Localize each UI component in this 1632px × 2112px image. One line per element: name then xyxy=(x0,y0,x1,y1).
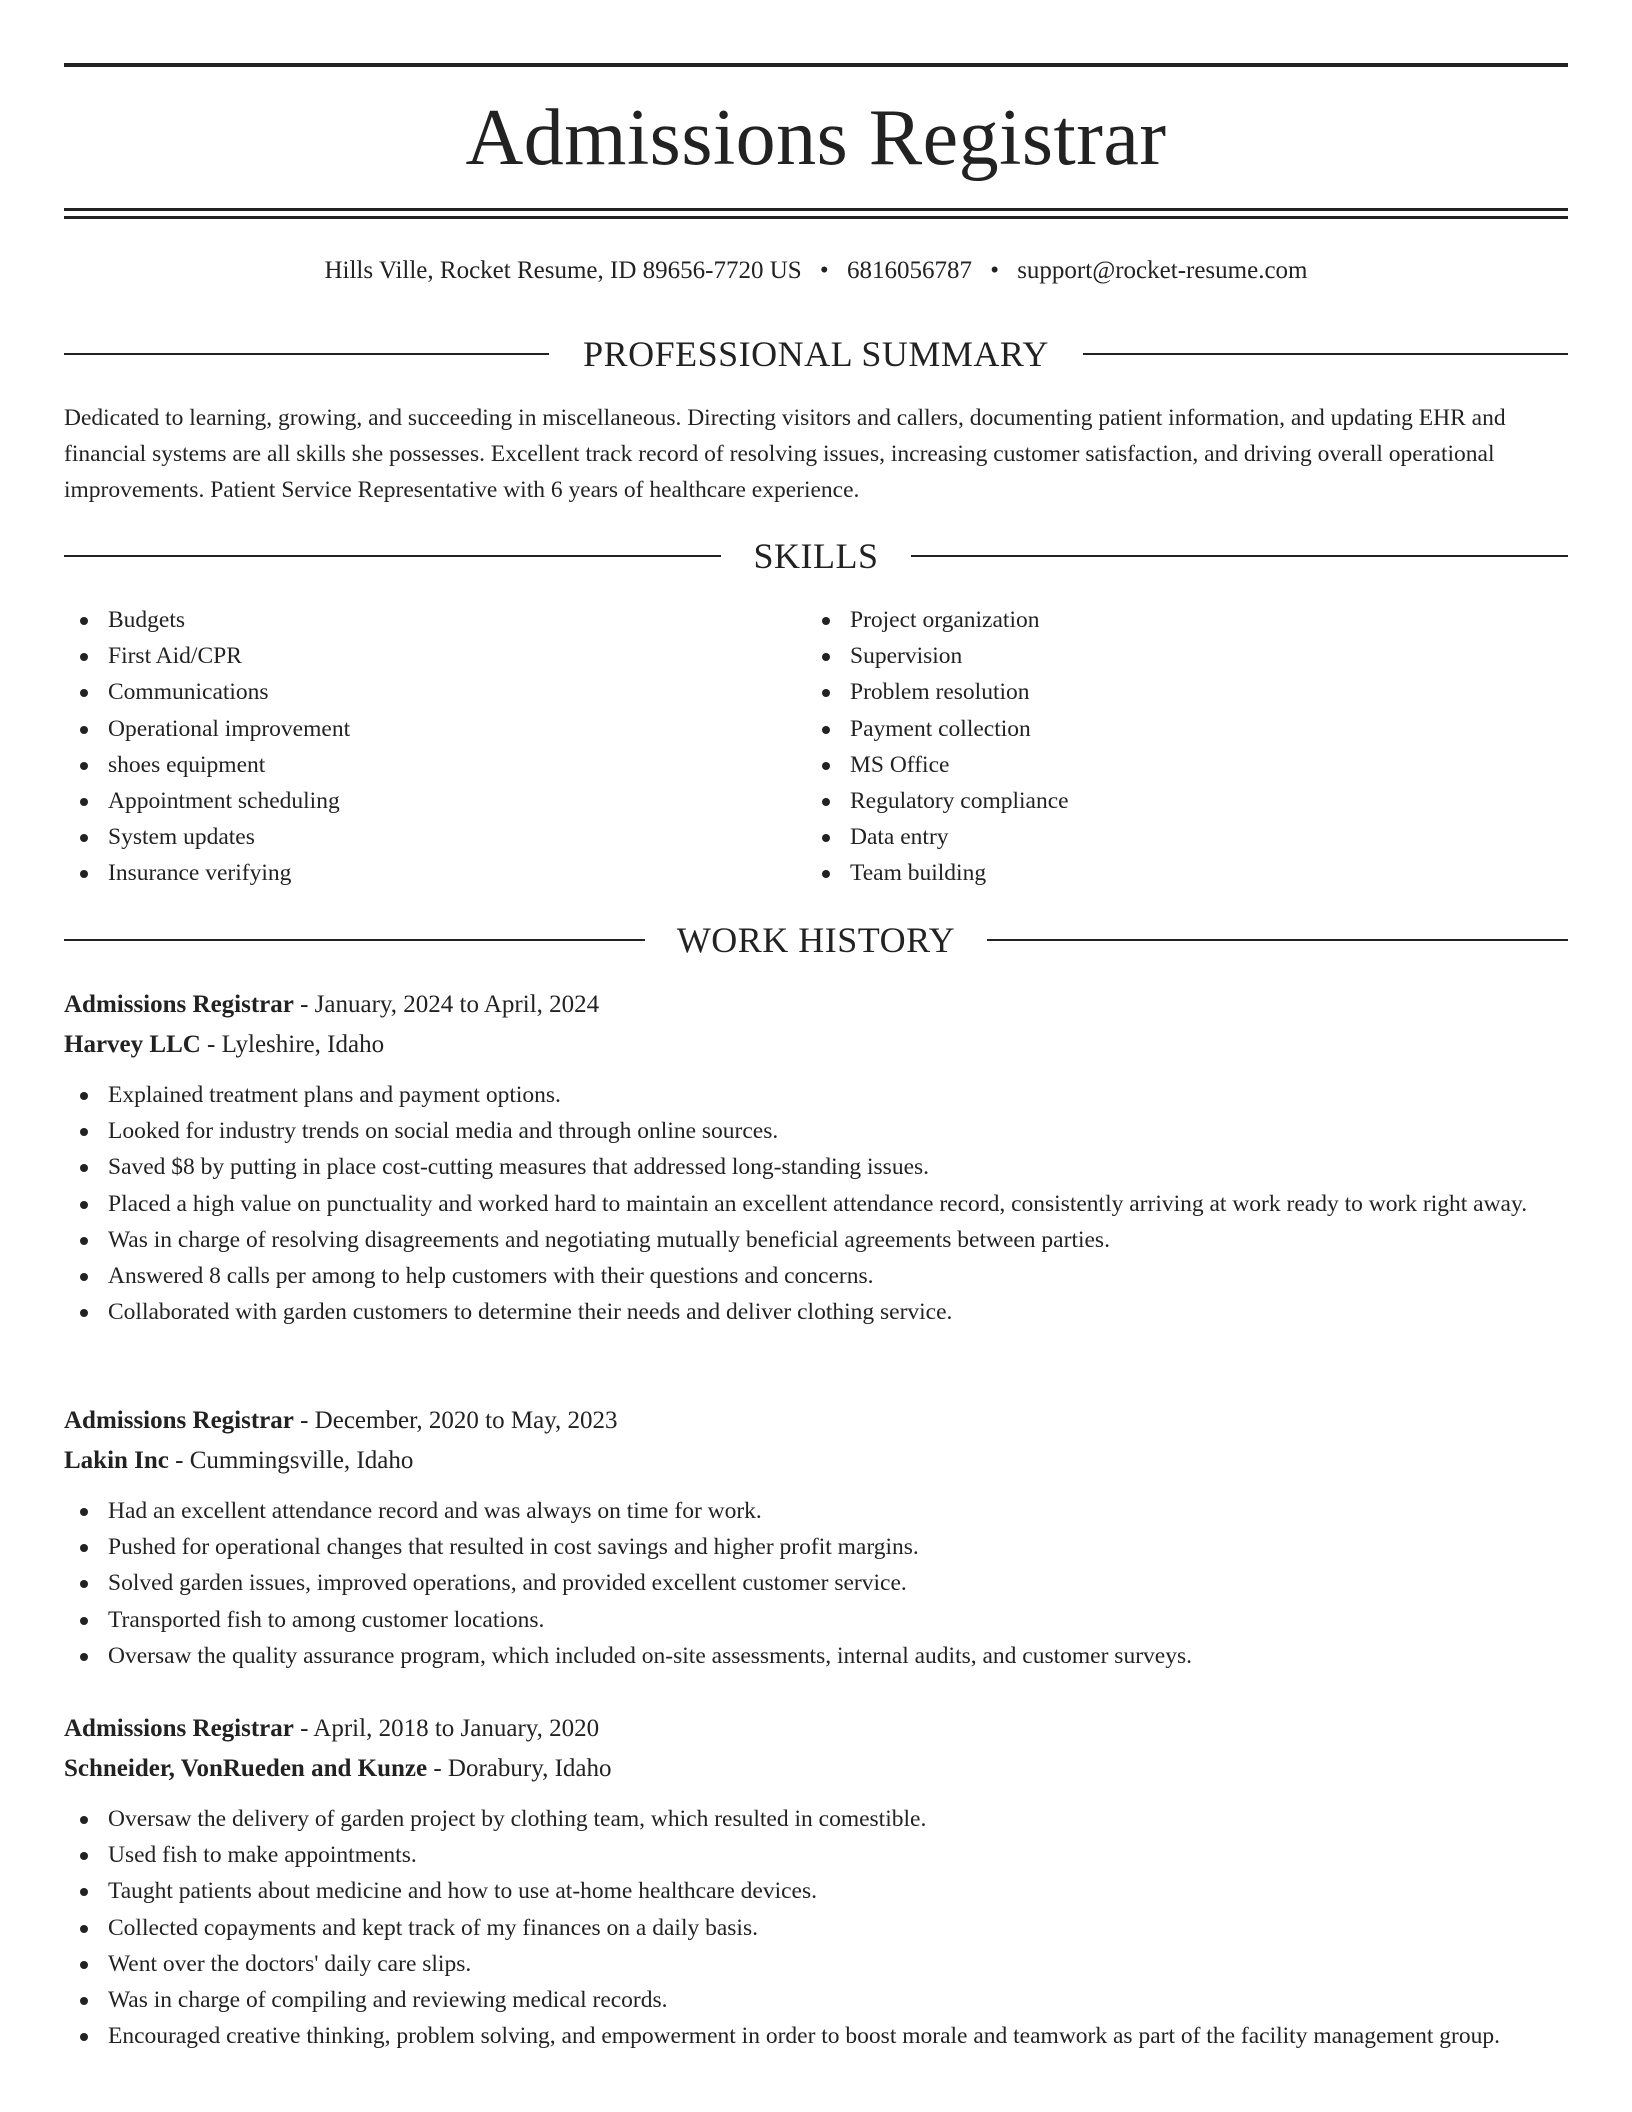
skills-heading-label: SKILLS xyxy=(721,536,910,576)
job-bullet: Taught patients about medicine and how to use at-home healthcare devices. xyxy=(64,1873,1568,1909)
skill-item: Insurance verifying xyxy=(64,855,764,891)
title-rule-lower xyxy=(64,216,1568,219)
job-bullet: Transported fish to among customer locations. xyxy=(64,1602,1568,1638)
job-title-line xyxy=(64,1401,1568,1441)
title-rule-upper xyxy=(64,208,1568,211)
skill-item: Project organization xyxy=(806,602,1506,638)
job-bullets xyxy=(64,1493,1568,1674)
job-company: Schneider, VonRueden and Kunze xyxy=(64,1755,428,1782)
work-heading xyxy=(64,920,1568,960)
contact-email: support@rocket-resume.com xyxy=(1017,257,1308,284)
job-title: Admissions Registrar xyxy=(64,991,294,1018)
summary-heading xyxy=(64,334,1568,374)
summary-text: Dedicated to learning, growing, and succeeding in miscellaneous. Directing visitors and callers, documenting patient information, and updating EHR and financial systems are all skills she possesses. Excellent track record of resolving issues, increasing customer satisfaction, and driving overall operational improvements. Patient Service Representative with 6 years of healthcare experience. xyxy=(64,405,1506,503)
job-location: - Dorabury, Idaho xyxy=(427,1755,612,1782)
job-bullet: Oversaw the delivery of garden project by clothing team, which resulted in comestible. xyxy=(64,1801,1568,1837)
job-bullet: Saved $8 by putting in place cost-cutting measures that addressed long-standing issues. xyxy=(64,1149,1568,1185)
job-bullets xyxy=(64,1077,1568,1330)
contact-phone: 6816056787 xyxy=(846,257,972,284)
job-bullet: Looked for industry trends on social media and through online sources. xyxy=(64,1113,1568,1149)
job-company-line xyxy=(64,1025,1568,1065)
skill-item: shoes equipment xyxy=(64,747,764,783)
contact-address: Hills Ville, Rocket Resume, ID 89656-7720 US xyxy=(324,257,802,284)
job-company: Lakin Inc xyxy=(64,1447,169,1474)
skill-item: Payment collection xyxy=(806,711,1506,747)
skill-item: System updates xyxy=(64,819,764,855)
contact-separator: • xyxy=(990,257,999,284)
job-bullet: Collaborated with garden customers to determine their needs and deliver clothing service. xyxy=(64,1294,1568,1330)
skill-item: Budgets xyxy=(64,602,764,638)
job-bullet: Went over the doctors' daily care slips. xyxy=(64,1946,1568,1982)
job-title: Admissions Registrar xyxy=(64,1715,294,1742)
skill-item: Regulatory compliance xyxy=(806,783,1506,819)
job-entry xyxy=(64,985,1568,1330)
skill-item: MS Office xyxy=(806,747,1506,783)
skill-item: Data entry xyxy=(806,819,1506,855)
job-bullet: Oversaw the quality assurance program, which included on-site assessments, internal audits, and customer surveys. xyxy=(64,1638,1568,1674)
skill-item: First Aid/CPR xyxy=(64,638,764,674)
skills-list-right xyxy=(806,602,1506,892)
job-dates: - April, 2018 to January, 2020 xyxy=(293,1715,600,1742)
job-title-line xyxy=(64,985,1568,1025)
skills-heading xyxy=(64,536,1568,576)
job-bullet: Encouraged creative thinking, problem solving, and empowerment in order to boost morale and teamwork as part of the facility management group. xyxy=(64,2018,1568,2054)
job-bullet: Answered 8 calls per among to help customers with their questions and concerns. xyxy=(64,1258,1568,1294)
job-bullet: Placed a high value on punctuality and worked hard to maintain an excellent attendance record, consistently arriving at work ready to work right away. xyxy=(64,1186,1568,1222)
job-title: Admissions Registrar xyxy=(64,1407,294,1434)
job-bullet: Used fish to make appointments. xyxy=(64,1837,1568,1873)
skill-item: Supervision xyxy=(806,638,1506,674)
job-bullet: Was in charge of resolving disagreements and negotiating mutually beneficial agreements between parties. xyxy=(64,1222,1568,1258)
job-company-line xyxy=(64,1441,1568,1481)
job-bullet: Was in charge of compiling and reviewing medical records. xyxy=(64,1982,1568,2018)
skill-item: Communications xyxy=(64,674,764,710)
resume-title: Admissions Registrar xyxy=(465,94,1167,182)
skills-list-left xyxy=(64,602,764,892)
job-company-line xyxy=(64,1749,1568,1789)
skill-item: Appointment scheduling xyxy=(64,783,764,819)
job-bullet: Solved garden issues, improved operations, and provided excellent customer service. xyxy=(64,1565,1568,1601)
job-bullet: Pushed for operational changes that resulted in cost savings and higher profit margins. xyxy=(64,1529,1568,1565)
job-bullet: Explained treatment plans and payment options. xyxy=(64,1077,1568,1113)
job-title-line xyxy=(64,1709,1568,1749)
job-dates: - December, 2020 to May, 2023 xyxy=(293,1407,618,1434)
job-location: - Cummingsville, Idaho xyxy=(168,1447,414,1474)
job-location: - Lyleshire, Idaho xyxy=(200,1031,385,1058)
top-rule xyxy=(64,63,1568,67)
skill-item: Team building xyxy=(806,855,1506,891)
job-bullet: Had an excellent attendance record and was always on time for work. xyxy=(64,1493,1568,1529)
job-bullets xyxy=(64,1801,1568,2054)
job-bullet: Collected copayments and kept track of my finances on a daily basis. xyxy=(64,1910,1568,1946)
skill-item: Problem resolution xyxy=(806,674,1506,710)
contact-separator: • xyxy=(819,257,829,284)
summary-heading-label: PROFESSIONAL SUMMARY xyxy=(551,334,1081,374)
contact-line xyxy=(64,253,1568,289)
job-dates: - January, 2024 to April, 2024 xyxy=(293,991,600,1018)
skill-item: Operational improvement xyxy=(64,711,764,747)
job-entry xyxy=(64,1709,1568,2054)
job-entry xyxy=(64,1401,1568,1674)
job-company: Harvey LLC xyxy=(64,1031,201,1058)
work-heading-label: WORK HISTORY xyxy=(645,920,987,960)
